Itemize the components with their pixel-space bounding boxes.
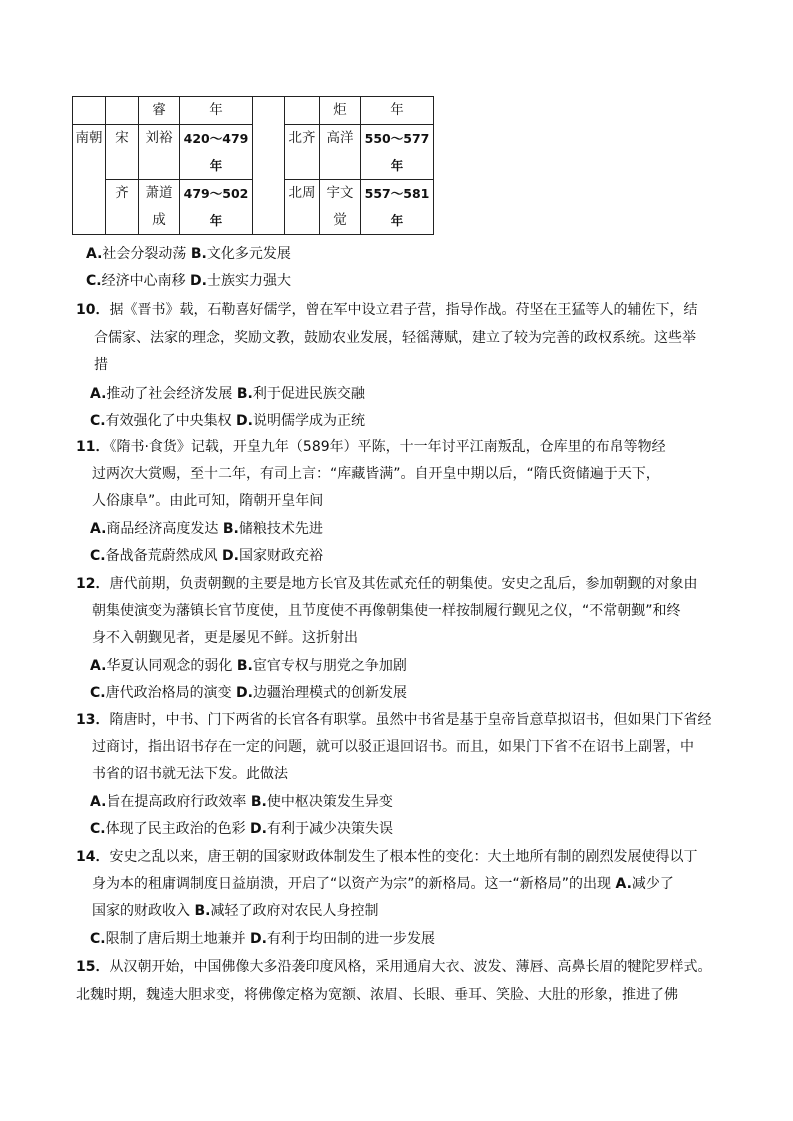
reign-years: 550～577 年 — [361, 125, 434, 180]
reign-years: 420～479 年 — [180, 125, 253, 180]
q9-option-line: C.经济中心南移 D.士族实力强大 — [86, 273, 291, 289]
question-stem-line: 措 — [94, 357, 108, 373]
question-stem-line: 国家的财政收入 B.减轻了政府对农民人身控制 — [92, 903, 379, 919]
dynasty-name: 北周 — [285, 180, 320, 235]
table-cell: 炬 — [320, 97, 361, 125]
dynasty-name: 宋 — [106, 125, 139, 180]
reign-years: 479～502 年 — [180, 180, 253, 235]
question-stem-line: 10．据《晋书》载，石勒喜好儒学，曾在军中设立君子营，指导作战。苻坚在王猛等人的辅佐下，结 — [76, 302, 698, 318]
option-line: A.华夏认同观念的弱化 B.宦官专权与朋党之争加剧 — [90, 658, 407, 674]
ruler-name: 高洋 — [320, 125, 361, 180]
question-stem-line: 朝集使演变为藩镇长官节度使，且节度使不再像朝集使一样按制履行觐见之仪，“不常朝觐”和终 — [92, 603, 681, 619]
table-cell — [285, 97, 320, 125]
dynasty-name: 齐 — [106, 180, 139, 235]
reign-years: 557～581 年 — [361, 180, 434, 235]
table-cell — [73, 97, 106, 125]
southern-dynasties-label: 南朝 — [73, 125, 106, 235]
question-stem-line: 人俗康阜”。由此可知，隋朝开皇年间 — [92, 493, 324, 509]
ruler-name: 宇文 觉 — [320, 180, 361, 235]
question-stem-line: 合儒家、法家的理念，奖励文教，鼓励农业发展，轻徭薄赋，建立了较为完善的政权系统。这些举 — [94, 330, 696, 346]
question-stem-line: 身不入朝觐见者，更是屡见不鲜。这折射出 — [92, 630, 358, 646]
dynasty-table — [72, 96, 434, 235]
ruler-name: 萧道 成 — [139, 180, 180, 235]
question-stem-line: 北魏时期，魏逵大胆求变，将佛像定格为宽额、浓眉、长眼、垂耳、笑脸、大肚的形象，推进了佛 — [76, 987, 678, 1003]
question-stem-line: 15．从汉朝开始，中国佛像大多沿袭印度风格，采用通肩大衣、波发、薄唇、高鼻长眉的犍陀罗样式。 — [76, 959, 712, 975]
option-line: A.商品经济高度发达 B.储粮技术先进 — [90, 521, 323, 537]
option-line: C.限制了唐后期土地兼并 D.有利于均田制的进一步发展 — [90, 931, 435, 947]
table-header-row — [73, 97, 434, 125]
question-stem-line: 过两次大赏赐，至十二年，有司上言：“库藏皆满”。自开皇中期以后，“隋氏资储遍于天下， — [92, 466, 660, 482]
dynasty-name: 北齐 — [285, 125, 320, 180]
question-stem-line: 11．《隋书·食货》记载，开皇九年（589年）平陈，十一年讨平江南叛乱，仓库里的布帛等物经 — [76, 439, 666, 455]
table-cell — [106, 97, 139, 125]
table-cell: 年 — [180, 97, 253, 125]
option-line: A.推动了社会经济发展 B.利于促进民族交融 — [90, 386, 365, 402]
question-stem-line: 书省的诏书就无法下发。此做法 — [92, 766, 288, 782]
question-stem-line: 身为本的租庸调制度日益崩溃，开启了“以资产为宗”的新格局。这一“新格局”的出现 A.减少了 — [92, 876, 674, 892]
question-stem-line: 过商讨，指出诏书存在一定的问题，就可以驳正退回诏书。而且，如果门下省不在诏书上副署，中 — [92, 739, 694, 755]
table-cell: 睿 — [139, 97, 180, 125]
question-stem-line: 13．隋唐时，中书、门下两省的长官各有职掌。虽然中书省是基于皇帝旨意草拟诏书，但如果门下省经 — [76, 712, 712, 728]
table-cell: 年 — [361, 97, 434, 125]
dynasty-table-wrapper — [72, 96, 434, 235]
table-divider-cell — [253, 97, 285, 235]
q9-option-line: A.社会分裂动荡 B.文化多元发展 — [86, 246, 291, 262]
option-line: C.有效强化了中央集权 D.说明儒学成为正统 — [90, 413, 365, 429]
option-line: C.体现了民主政治的色彩 D.有利于减少决策失误 — [90, 821, 393, 837]
option-line: A.旨在提高政府行政效率 B.使中枢决策发生异变 — [90, 794, 393, 810]
option-line: C.备战备荒蔚然成风 D.国家财政充裕 — [90, 548, 323, 564]
ruler-name: 刘裕 — [139, 125, 180, 180]
option-line: C.唐代政治格局的演变 D.边疆治理模式的创新发展 — [90, 685, 407, 701]
question-stem-line: 14．安史之乱以来，唐王朝的国家财政体制发生了根本性的变化：大土地所有制的剧烈发展使得以丁 — [76, 849, 698, 865]
question-stem-line: 12．唐代前期，负责朝觐的主要是地方长官及其佐贰充任的朝集使。安史之乱后，参加朝觐的对象由 — [76, 576, 698, 592]
